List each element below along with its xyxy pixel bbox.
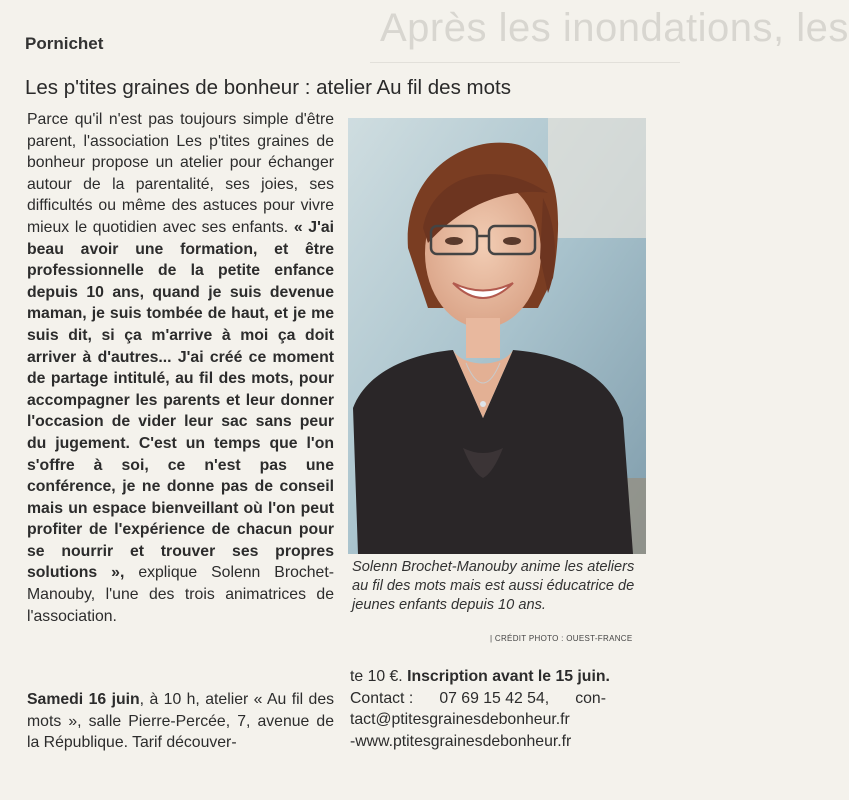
portrait-photo (348, 118, 646, 554)
location-label: Pornichet (25, 34, 104, 53)
attribution-text: explique Solenn Brochet-Manouby, l'une des trois animatrices de l'association. (27, 564, 334, 625)
event-details-tail: te 10 €. (350, 668, 408, 685)
photo-caption: Solenn Brochet-Manouby anime les ateliers au fil des mots mais est aussi éducatrice de jeunes enfants depuis 10 ans. (352, 559, 635, 613)
contact-line (350, 688, 606, 710)
intro-text: Parce qu'il n'est pas toujours simple d'être parent, l'association Les p'tites graines de bonheur propose un atelier pour échanger autour de la parentalité, ses joies, ses difficultés ou même des astuces pour vivre mieux le quotidien avec ses enfants. (27, 111, 334, 236)
inscription-line (350, 666, 650, 688)
background-headline-bleed: Après les inondations, les (380, 6, 849, 50)
article-headline: Les p'tites graines de bonheur : atelier Au fil des mots (25, 76, 511, 99)
event-info-continued (350, 666, 650, 752)
contact-website: -www.ptitesgrainesdebonheur.fr (350, 732, 572, 750)
event-date: Samedi 16 juin (27, 691, 140, 708)
contact-email-prefix: con- (575, 689, 606, 707)
inscription-note: Inscription avant le 15 juin. (407, 668, 610, 685)
photo-credit: | CRÉDIT PHOTO : OUEST-FRANCE (490, 634, 633, 643)
article-body (27, 109, 334, 627)
event-details: , à 10 h, atelier « Au fil des mots », salle Pierre-Percée, 7, avenue de la République. Tarif découver- (27, 691, 335, 752)
contact-phone: 07 69 15 42 54, (439, 689, 550, 707)
contact-email: tact@ptitesgrainesdebonheur.fr (350, 711, 570, 729)
quote-text: « J'ai beau avoir une formation, et être professionnelle de la petite enfance depuis 10 ans, quand je suis devenue maman, je suis tombée de haut, et je me suis dit, si ça m'arrive à moi ça doit arriver à d'autres... J'ai créé ce moment de partage intitulé, au fil des mots, pour accompagner les parents et leur donner l'occasion de vider leur sac sans peur du jugement. C'est un temps que l'on s'offre à soi, ce n'est pas une conférence, je ne donne pas de conseil mais un espace bienveillant où l'on peut profiter de l'expérience de chacun pour se nourrir et trouver ses propres solutions », (27, 218, 335, 582)
background-rule (370, 62, 680, 77)
event-info (27, 689, 334, 754)
contact-label: Contact : (350, 689, 414, 707)
article-paragraph (27, 109, 334, 627)
